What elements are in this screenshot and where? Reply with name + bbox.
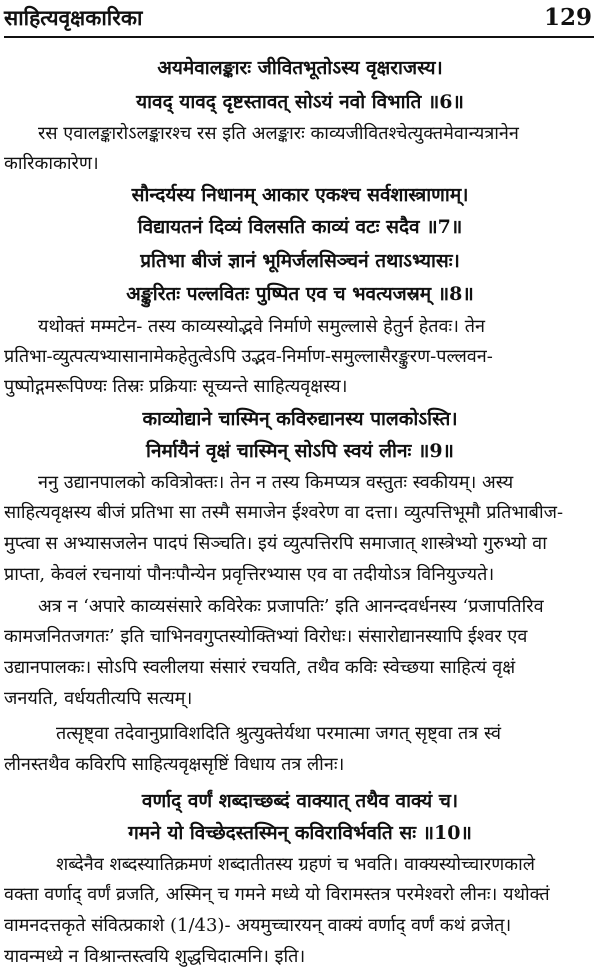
prose-line: कामजनितजगतः’ इति चाभिनवगुप्तस्योक्तिभ्यां विरोधः। संसारोद्यानस्यापि ईश्वर एव bbox=[4, 626, 528, 647]
prose-line: कारिकाकारेण। bbox=[4, 153, 99, 174]
prose-line: ननु उद्यानपालको कवित्रोक्तः। तेन न तस्य किमप्यत्र वस्तुतः स्वकीयम्। अस्य bbox=[38, 472, 514, 493]
prose-line: अत्र न ‘अपारे काव्यसंसारे कविरेकः प्रजापतिः’ इति आनन्दवर्धनस्य ‘प्रजापतिरिव bbox=[38, 596, 544, 617]
header-rule bbox=[4, 36, 594, 38]
prose-line: वामनदत्तकृते संवित्प्रकाशे (1/43)- अयमुच्चारयन् वाक्यं वर्णाद् वर्णं कथं व्रजेत्। bbox=[4, 915, 512, 936]
verse-line: प्रतिभा बीजं ज्ञानं भूमिर्जलसिञ्चनं तथाऽभ्यासः। bbox=[140, 250, 460, 272]
prose-line: शब्देनैव शब्दस्यातिक्रमणं शब्दातीतस्य ग्रहणं च भवति। वाक्यस्योच्चारणकाले bbox=[56, 854, 535, 875]
prose-line: पुष्पोद्गमरूपिण्यः तिस्रः प्रक्रियाः सूच्यन्ते साहित्यवृक्षस्य। bbox=[4, 376, 348, 397]
verse-line: सौन्दर्यस्य निधानम् आकार एकश्च सर्वशास्त्राणाम्। bbox=[131, 184, 469, 206]
prose-line: तत्सृष्ट्वा तदेवानुप्राविशदिति श्रुत्युक्तेर्यथा परमात्मा जगत् सृष्ट्वा तत्र स्वं bbox=[56, 723, 501, 744]
prose-line: साहित्यवृक्षस्य बीजं प्रतिभा सा तस्मै समाजेन ईश्वरेण वा दत्ता। व्युत्पत्तिभूमौ प्रतिभाबीज- bbox=[4, 502, 564, 523]
verse-line: अङ्कुरितः पल्लवितः पुष्पित एव च भवत्यजस्रम् ॥8॥ bbox=[126, 283, 474, 305]
prose-line: लीनस्तथैव कविरपि साहित्यवृक्षसृष्टिं विधाय तत्र लीनः। bbox=[4, 754, 345, 775]
prose-line: यथोक्तं मम्मटेन- तस्य काव्यस्योद्भवे निर्माणे समुल्लासे हेतुर्न हेतवः। तेन bbox=[38, 316, 485, 337]
prose-line: उद्यानपालकः। सोऽपि स्वलीलया संसारं रचयति, तथैव कविः स्वेच्छया साहित्यं वृक्षं bbox=[4, 657, 516, 678]
prose-line: वक्ता वर्णाद् वर्णं व्रजति, अस्मिन् च गमने मध्ये यो विरामस्तत्र परमेश्वरो लीनः। यथोक्तं bbox=[4, 884, 550, 905]
verse-line: यावद् यावद् दृष्टस्तावत् सोऽयं नवो विभाति ॥6॥ bbox=[136, 91, 464, 113]
verse-line: अयमेवालङ्कारः जीवितभूतोऽस्य वृक्षराजस्य। bbox=[157, 57, 443, 79]
prose-line: मुप्त्वा स अभ्यासजलेन पादपं सिञ्चति। इयं व्युत्पत्तिरपि समाजात् शास्त्रेभ्यो गुरुभ्यो वा bbox=[4, 533, 547, 554]
verse-line: गमने यो विच्छेदस्तस्मिन् कविराविर्भवति सः ॥10॥ bbox=[128, 822, 472, 844]
prose-line: यावन्मध्ये न विश्रान्तस्त्वयि शुद्धचिदात्मनि। इति। bbox=[4, 946, 306, 967]
prose-line: प्रतिभा-व्युत्पत्यभ्यासानामेकहेतुत्वेऽपि उद्भव-निर्माण-समुल्लासैरङ्कुरण-पल्लवन- bbox=[4, 346, 493, 367]
verse-line: निर्मायैनं वृक्षं चास्मिन् सोऽपि स्वयं लीनः ॥9॥ bbox=[146, 440, 454, 462]
running-title: साहित्यवृक्षकारिका bbox=[4, 5, 143, 30]
verse-line: वर्णाद् वर्णं शब्दाच्छब्दं वाक्यात् तथैव वाक्यं च। bbox=[141, 790, 459, 812]
page-number: 129 bbox=[543, 4, 592, 31]
verse-line: काव्योद्याने चास्मिन् कविरुद्यानस्य पालकोऽस्ति। bbox=[142, 408, 458, 430]
prose-line: रस एवालङ्कारोऽलङ्कारश्च रस इति अलङ्कारः काव्यजीवितश्चेत्युक्तमेवान्यत्रानेन bbox=[38, 123, 519, 144]
prose-line: जनयति, वर्धयतीत्यपि सत्यम्। bbox=[4, 688, 193, 709]
prose-line: प्राप्ता, केवलं रचनायां पौनःपौन्येन प्रवृत्तिरभ्यास एव वा तदीयोऽत्र विनियुज्यते। bbox=[4, 564, 495, 585]
verse-line: विद्यायतनं दिव्यं विलसति काव्यं वटः सदैव ॥7॥ bbox=[137, 216, 463, 238]
